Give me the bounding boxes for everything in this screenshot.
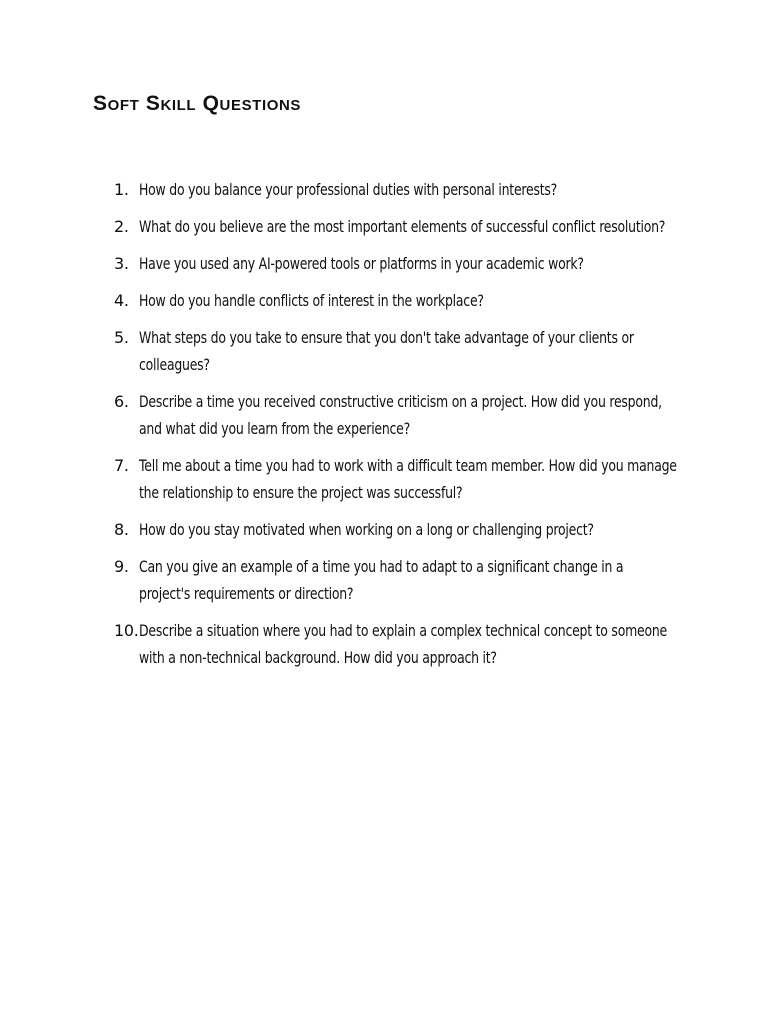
question-item: [114, 213, 674, 240]
question-text: What do you believe are the most important elements of successful conflict resolution?: [139, 217, 666, 236]
question-text: What steps do you take to ensure that you don't take advantage of your clients or colleagues?: [139, 328, 634, 374]
question-number: 10.: [114, 621, 139, 640]
question-number: 7.: [114, 456, 129, 475]
question-text: Describe a situation where you had to explain a complex technical concept to someone with a non-technical background. How did you approach it?: [139, 621, 667, 667]
page-title: Soft Skill Questions: [93, 92, 302, 115]
question-item: [114, 324, 674, 378]
question-text: Describe a time you received constructive criticism on a project. How did you respond, and what did you learn from the experience?: [139, 392, 662, 438]
question-text: How do you balance your professional duties with personal interests?: [139, 180, 558, 199]
question-text: How do you stay motivated when working on a long or challenging project?: [139, 520, 594, 539]
question-item: [114, 553, 674, 607]
question-number: 4.: [114, 291, 129, 310]
question-number: 2.: [114, 217, 129, 236]
question-number: 9.: [114, 557, 129, 576]
question-number: 1.: [114, 180, 129, 199]
question-number: 6.: [114, 392, 129, 411]
question-list: [114, 176, 677, 681]
question-item: [114, 452, 677, 506]
question-item: [114, 617, 674, 671]
question-number: 5.: [114, 328, 129, 347]
question-text: How do you handle conflicts of interest in the workplace?: [139, 291, 484, 310]
question-text: Tell me about a time you had to work with a difficult team member. How did you manage the relationship to ensure the project was successful?: [139, 456, 677, 502]
question-item: [114, 516, 674, 543]
question-item: [114, 388, 674, 442]
question-text: Can you give an example of a time you had to adapt to a significant change in a project's requirements or direction?: [139, 557, 624, 603]
question-item: [114, 176, 674, 203]
question-item: [114, 250, 674, 277]
question-item: [114, 287, 674, 314]
question-number: 8.: [114, 520, 129, 539]
question-number: 3.: [114, 254, 129, 273]
question-text: Have you used any AI-powered tools or platforms in your academic work?: [139, 254, 584, 273]
